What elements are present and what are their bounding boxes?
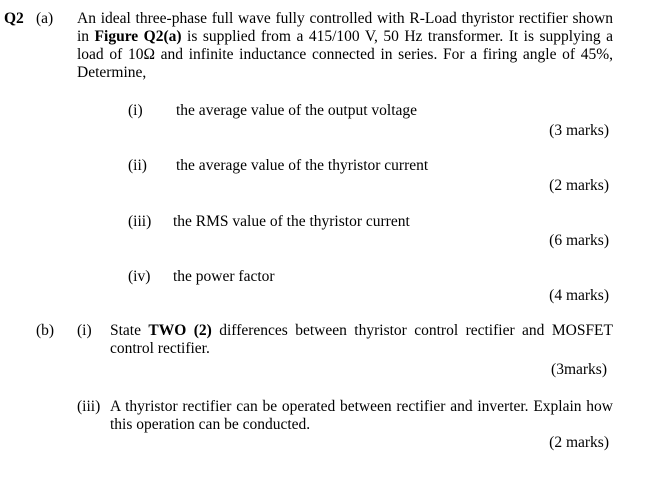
item-a-iii-text: the RMS value of the thyristor current: [173, 213, 410, 230]
part-b-label: (b): [36, 322, 55, 339]
item-a-ii-label: (ii): [128, 157, 147, 174]
part-a-text-before: An ideal three-phase full wave fully controlled with R-Load thyristor rectifier shown in: [77, 10, 613, 45]
question-number: Q2: [4, 10, 24, 27]
item-a-iii-label: (iii): [128, 213, 152, 230]
part-a-text: [77, 10, 613, 82]
item-a-iv-label: (iv): [128, 268, 151, 285]
figure-reference: Figure Q2(a): [94, 28, 182, 45]
part-a-label: (a): [36, 10, 54, 27]
item-b-i-bold: TWO (2): [148, 322, 212, 339]
item-b-i-label: (i): [77, 322, 92, 339]
item-b-iii-label: (iii): [77, 398, 101, 415]
item-b-i-text: [110, 322, 613, 358]
item-a-iv-text: the power factor: [173, 268, 275, 285]
part-a-text-after: is supplied from a 415/100 V, 50 Hz transformer. It is supplying a load of 10Ω and infinite inductance connected in series. For a firing angle of 45%, Determine,: [77, 28, 613, 81]
item-b-iii-text: A thyristor rectifier can be operated between rectifier and inverter. Explain how this operation can be conducted.: [110, 398, 613, 433]
item-b-i-text-after: differences between thyristor control rectifier and MOSFET control rectifier.: [110, 322, 613, 357]
item-a-iv-marks: (4 marks): [549, 287, 609, 304]
item-a-i-label: (i): [128, 102, 143, 119]
item-a-i-text: the average value of the output voltage: [176, 102, 418, 119]
item-b-iii-marks: (2 marks): [549, 434, 609, 451]
item-b-i-marks: (3marks): [551, 361, 607, 378]
item-a-ii-text: the average value of the thyristor current: [176, 157, 429, 174]
item-b-i-text-before: State: [110, 322, 149, 339]
item-a-ii-marks: (2 marks): [549, 177, 609, 194]
item-a-i-marks: (3 marks): [549, 122, 609, 139]
item-a-iii-marks: (6 marks): [549, 232, 609, 249]
